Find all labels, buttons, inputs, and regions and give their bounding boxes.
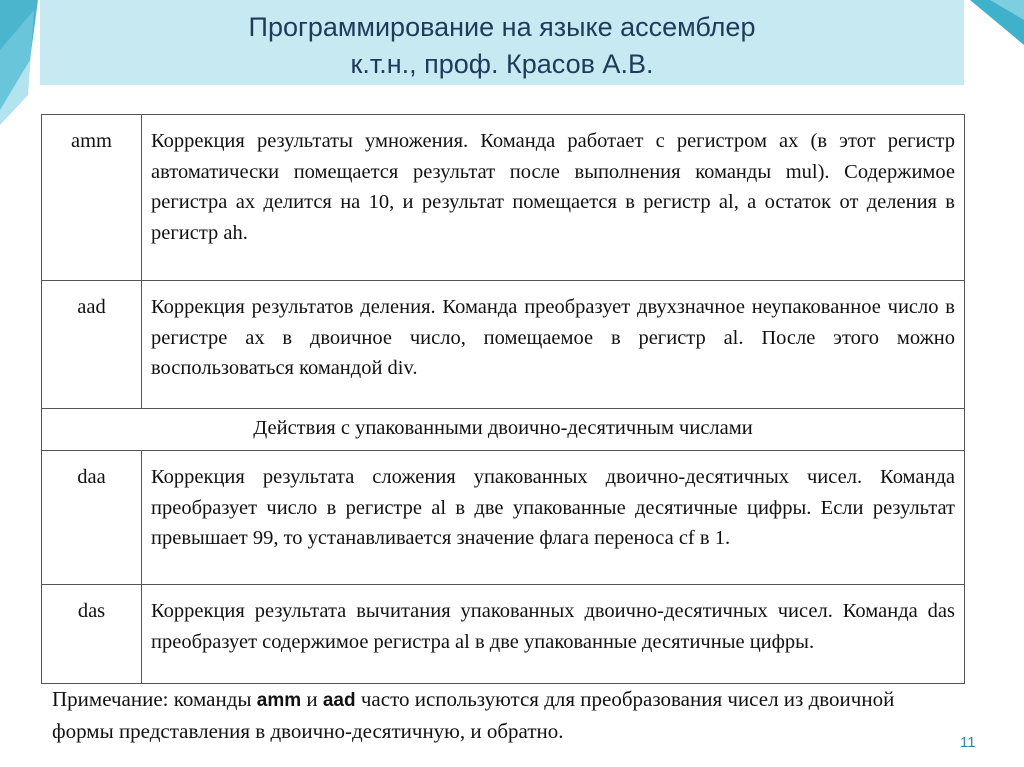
corner-decoration-left — [0, 0, 45, 130]
note-suffix: часто используются для преобразования чисел из двоичной формы представления в двоично-десятичную, и обратно. — [52, 687, 895, 743]
note-conjunction: и — [301, 687, 323, 711]
page-number: 11 — [960, 734, 976, 751]
command-cell: daa — [42, 451, 142, 585]
slide-title-bar — [40, 0, 964, 85]
description-cell: Коррекция результатов деления. Команда преобразует двухзначное неупакованное число в регистре ax в двоичное число, помещаемое в регистр al. После этого можно воспользоваться командой div. — [142, 281, 965, 409]
command-cell: amm — [42, 115, 142, 281]
note-command-amm: amm — [256, 690, 302, 711]
table-row — [42, 281, 965, 409]
description-cell: Коррекция результаты умножения. Команда работает с регистром ax (в этот регистр автоматически помещается результат после выполнения команды mul). Содержимое регистра ax делится на 10, и результат помещается в регистр al, а остаток от деления в регистр ah. — [142, 115, 965, 281]
description-cell: Коррекция результата сложения упакованных двоично-десятичных чисел. Команда преобразует число в регистре al в две упакованные десятичные цифры. Если результат превышает 99, то устанавливается значение флага переноса cf в 1. — [142, 451, 965, 585]
command-cell: aad — [42, 281, 142, 409]
corner-decoration-right — [960, 0, 1024, 60]
slide-subtitle: к.т.н., проф. Красов А.В. — [350, 49, 654, 79]
note-command-aad: aad — [322, 690, 356, 711]
table-row — [42, 585, 965, 684]
table-row — [42, 115, 965, 281]
table-row — [42, 451, 965, 585]
commands-table — [41, 114, 965, 684]
note-prefix: Примечание: команды — [52, 687, 257, 711]
slide-title: Программирование на языке ассемблер — [248, 12, 756, 42]
description-cell: Коррекция результата вычитания упакованных двоично-десятичных чисел. Команда das преобразует содержимое регистра al в две упакованные десятичные цифры. — [142, 585, 965, 684]
note-text — [52, 684, 952, 746]
section-row — [42, 409, 965, 451]
command-cell: das — [42, 585, 142, 684]
section-heading: Действия с упакованными двоично-десятичным числами — [42, 409, 965, 451]
